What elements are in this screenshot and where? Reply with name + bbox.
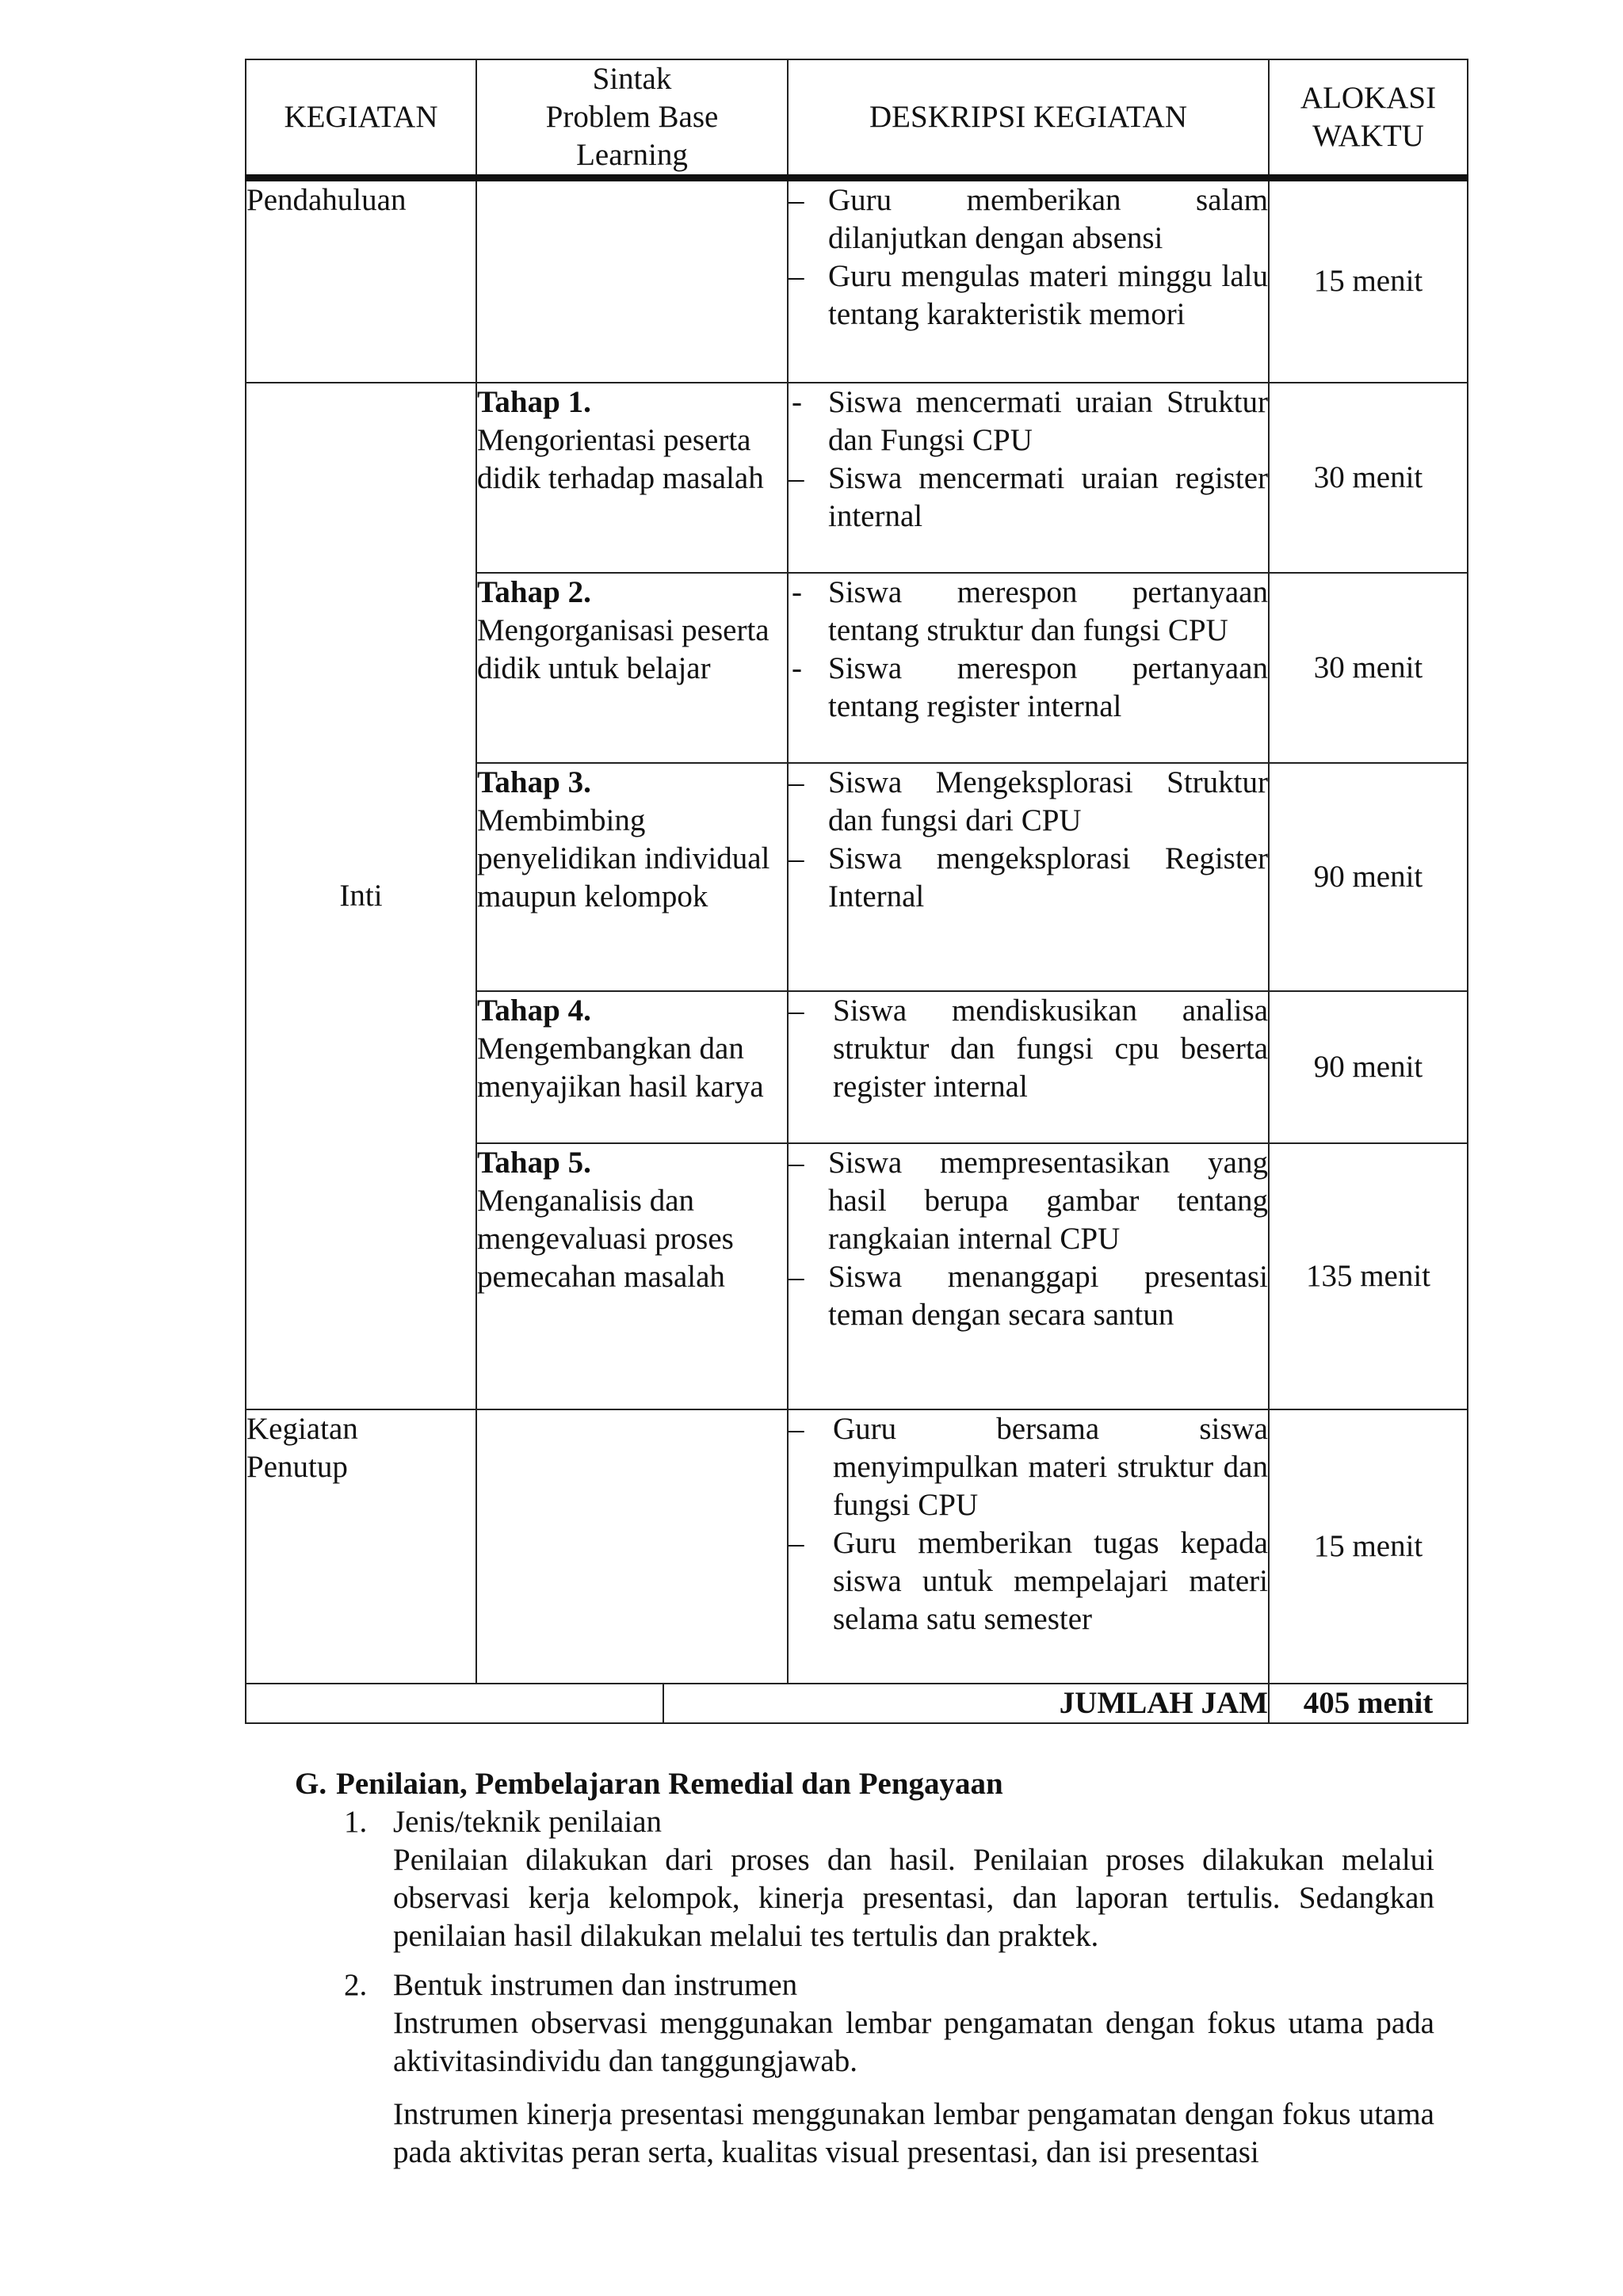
table-row-tahap-1 xyxy=(246,383,1468,573)
sintak-empty xyxy=(476,1409,788,1684)
list-item: – Siswa mengeksplorasi Register Internal xyxy=(789,841,1268,913)
table-header-row xyxy=(246,59,1468,178)
header-deskripsi: DESKRIPSI KEGIATAN xyxy=(788,59,1269,178)
header-alokasi: ALOKASI WAKTU xyxy=(1269,59,1468,178)
deskripsi-tahap-1 xyxy=(788,383,1269,573)
list-item: - Siswa mencermati uraian Struktur dan Fungsi CPU xyxy=(792,384,1268,457)
list-item: – Siswa mendiskusikan analisa struktur dan fungsi cpu beserta register internal xyxy=(789,993,1268,1104)
deskripsi-tahap-3 xyxy=(788,763,1269,991)
sintak-tahap-5: Tahap 5. Menganalisis dan mengevaluasi proses pemecahan masalah xyxy=(476,1143,788,1409)
sintak-tahap-1: Tahap 1. Mengorientasi peserta didik terhadap masalah xyxy=(476,383,788,573)
item-2-heading: 2. Bentuk instrumen dan instrumen xyxy=(344,1968,798,2002)
item-1-heading: 1. Jenis/teknik penilaian xyxy=(344,1805,663,1839)
alokasi-pendahuluan: 15 menit xyxy=(1269,178,1468,383)
alokasi-tahap-5: 135 menit xyxy=(1269,1143,1468,1409)
alokasi-penutup: 15 menit xyxy=(1269,1409,1468,1684)
list-item: - Siswa merespon pertanyaan tentang struktur dan fungsi CPU xyxy=(792,574,1268,647)
deskripsi-pendahuluan xyxy=(788,178,1269,383)
deskripsi-tahap-4 xyxy=(788,991,1269,1143)
section-g-heading: G. Penilaian, Pembelajaran Remedial dan Pengayaan xyxy=(295,1767,1003,1801)
sintak-tahap-4: Tahap 4. Mengembangkan dan menyajikan hasil karya xyxy=(476,991,788,1143)
deskripsi-penutup xyxy=(788,1409,1269,1684)
alokasi-tahap-3: 90 menit xyxy=(1269,763,1468,991)
alokasi-tahap-1: 30 menit xyxy=(1269,383,1468,573)
header-kegiatan: KEGIATAN xyxy=(246,59,476,178)
list-item: – Siswa Mengeksplorasi Struktur dan fungsi dari CPU xyxy=(789,765,1268,837)
sintak-tahap-2: Tahap 2. Mengorganisasi peserta didik untuk belajar xyxy=(476,573,788,763)
list-item: – Guru bersama siswa menyimpulkan materi struktur dan fungsi CPU xyxy=(789,1411,1268,1522)
header-sintak: Sintak Problem Base Learning xyxy=(476,59,788,178)
list-item: – Siswa mencermati uraian register internal xyxy=(789,460,1268,533)
table-row-penutup xyxy=(246,1409,1468,1684)
item-1-paragraph: Penilaian dilakukan dari proses dan hasil. Penilaian proses dilakukan melalui observasi kerja kelompok, kinerja presentasi, dan laporan tertulis. Sedangkan penilaian hasil dilakukan melalui tes tertulis dan praktek. xyxy=(393,1843,1434,1953)
alokasi-tahap-2: 30 menit xyxy=(1269,573,1468,763)
list-item: – Guru memberikan salam dilanjutkan dengan absensi xyxy=(789,183,1268,255)
list-item: – Siswa menanggapi presentasi teman dengan secara santun xyxy=(789,1259,1268,1332)
table-row-total xyxy=(246,1684,1468,1723)
total-label: JUMLAH JAM xyxy=(663,1684,1269,1723)
kegiatan-inti: Inti xyxy=(246,383,476,1409)
deskripsi-tahap-5 xyxy=(788,1143,1269,1409)
kegiatan-penutup: Kegiatan Penutup xyxy=(246,1409,476,1684)
list-item: - Siswa merespon pertanyaan tentang register internal xyxy=(792,650,1268,723)
activity-table xyxy=(245,59,1468,1724)
list-item: – Siswa mempresentasikan yang hasil berupa gambar tentang rangkaian internal CPU xyxy=(789,1145,1268,1256)
sintak-empty xyxy=(476,178,788,383)
item-2-paragraph-1: Instrumen observasi menggunakan lembar pengamatan dengan fokus utama pada aktivitasindividu dan tanggungjawab. xyxy=(393,2006,1434,2078)
total-value: 405 menit xyxy=(1269,1684,1468,1723)
alokasi-tahap-4: 90 menit xyxy=(1269,991,1468,1143)
list-item: – Guru mengulas materi minggu lalu tentang karakteristik memori xyxy=(789,259,1268,331)
table-row-pendahuluan xyxy=(246,178,1468,383)
deskripsi-tahap-2 xyxy=(788,573,1269,763)
sintak-tahap-3: Tahap 3. Membimbing penyelidikan individual maupun kelompok xyxy=(476,763,788,991)
total-empty xyxy=(246,1684,663,1723)
item-2-paragraph-2: Instrumen kinerja presentasi menggunakan lembar pengamatan dengan fokus utama pada aktivitas peran serta, kualitas visual presentasi, dan isi presentasi xyxy=(393,2097,1434,2169)
kegiatan-pendahuluan: Pendahuluan xyxy=(246,178,476,383)
list-item: – Guru memberikan tugas kepada siswa untuk mempelajari materi selama satu semester xyxy=(789,1525,1268,1636)
